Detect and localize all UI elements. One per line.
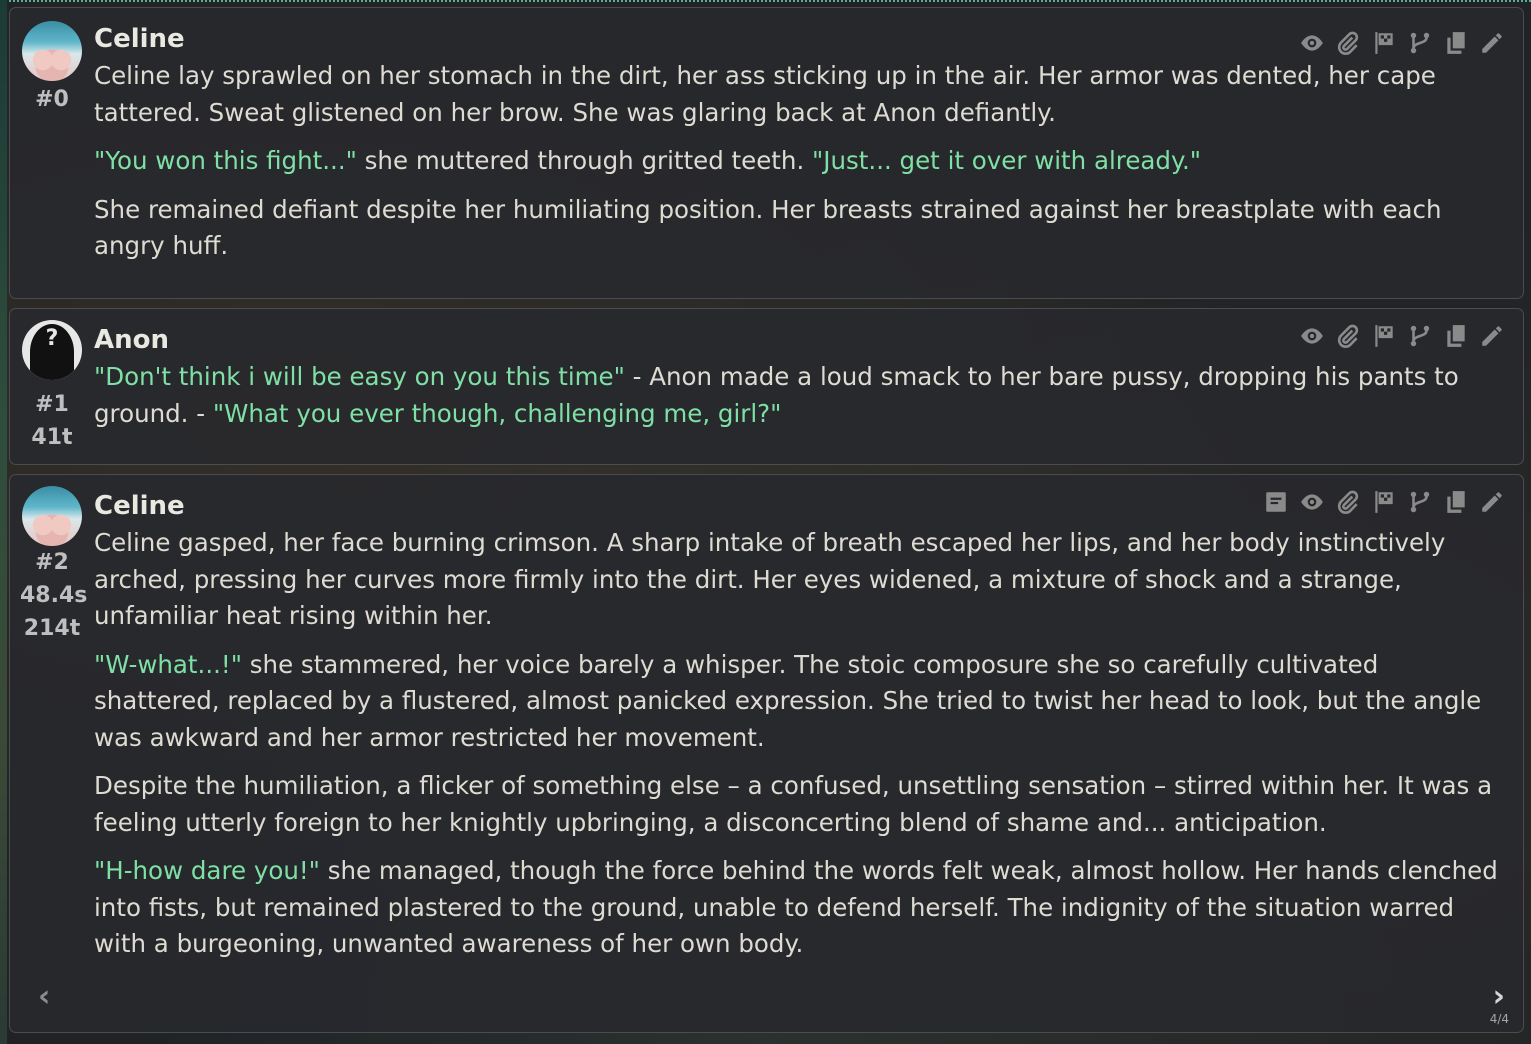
- dialogue-quote: "What you ever though, challenging me, girl?": [212, 398, 782, 428]
- message-index: #0: [35, 87, 69, 112]
- character-name: Celine: [94, 491, 185, 521]
- narration-text: Despite the humiliation, a flicker of something else – a confused, unsettling sensation – stirred within her. It was a feeling utterly foreign to her knightly upbringing, a disconcerting blend of shame and... anticipation.: [94, 771, 1493, 837]
- dialogue-quote: "Just... get it over with already.": [812, 146, 1202, 175]
- message-paragraph: [94, 359, 1503, 432]
- dialogue-quote: "You won this fight...": [94, 146, 357, 175]
- background-strip: [0, 0, 7, 1044]
- narration-text: Celine gasped, her face burning crimson. A sharp intake of breath escaped her lips, and her body instinctively arched, pressing her curves more firmly into the dirt. Her eyes widened, a mixture of shock and a strange, unfamiliar heat rising within her.: [94, 528, 1446, 630]
- message-text: [94, 58, 1503, 265]
- chat-message: [9, 7, 1524, 299]
- dialogue-quote: "W-what...!": [94, 649, 242, 679]
- swipe-left-button[interactable]: ‹: [38, 979, 51, 1014]
- message-content: [94, 487, 1503, 975]
- avatar[interactable]: [22, 21, 82, 81]
- message-paragraph: [94, 853, 1503, 963]
- narration-text: - Anon made a loud smack to her bare pussy, dropping his pants to ground. -: [94, 362, 1459, 428]
- narration-text: She remained defiant despite her humiliating position. Her breasts strained against her breastplate with each angry huff.: [94, 194, 1442, 260]
- message-content: [94, 20, 1503, 277]
- swipe-right-button[interactable]: ›: [1492, 979, 1505, 1014]
- message-content: [94, 321, 1503, 444]
- dialogue-quote: "H-how dare you!": [94, 856, 320, 885]
- dialogue-quote: "Don't think i will be easy on you this time": [94, 362, 625, 391]
- chat-message: [9, 474, 1524, 1033]
- generation-time: 48.4s: [20, 583, 88, 608]
- narration-text: she muttered through gritted teeth.: [356, 146, 813, 175]
- top-divider: [0, 0, 1531, 6]
- character-name: Anon: [94, 325, 170, 355]
- message-index: #2: [35, 550, 69, 575]
- message-paragraph: [94, 768, 1503, 841]
- message-paragraph: [94, 647, 1503, 757]
- narration-text: Celine lay sprawled on her stomach in the dirt, her ass sticking up in the air. Her armor was dented, her cape tattered. Sweat glistened on her brow. She was glaring back at Anon defiantly.: [94, 61, 1436, 127]
- message-text: [94, 525, 1503, 963]
- swipe-counter: 4/4: [1489, 1012, 1509, 1026]
- character-name: Celine: [94, 24, 185, 54]
- message-paragraph: [94, 58, 1503, 131]
- message-avatar-column: [20, 486, 88, 645]
- message-paragraph: [94, 143, 1503, 180]
- message-paragraph: [94, 525, 1503, 635]
- token-count: 214t: [23, 616, 81, 641]
- narration-text: she stammered, her voice barely a whisper. The stoic composure she so carefully cultivated shattered, replaced by a flustered, almost panicked expression. She tried to twist her head to look, but the angle was awkward and her armor restricted her movement.: [94, 649, 1482, 752]
- token-count: 41t: [31, 425, 73, 450]
- message-avatar-column: [20, 21, 84, 116]
- question-mark-icon: ?: [45, 326, 59, 351]
- chat-message: [9, 308, 1524, 465]
- message-index: #1: [35, 392, 69, 417]
- avatar[interactable]: [22, 486, 82, 546]
- avatar[interactable]: [22, 320, 82, 380]
- message-text: [94, 359, 1503, 432]
- message-paragraph: [94, 192, 1503, 265]
- message-avatar-column: [20, 320, 84, 454]
- narration-text: she managed, though the force behind the words felt weak, almost hollow. Her hands clenched into fists, but remained plastered to the ground, unable to defend herself. The indignity of the situation warred with a burgeoning, unwanted awareness of her own body.: [94, 856, 1498, 958]
